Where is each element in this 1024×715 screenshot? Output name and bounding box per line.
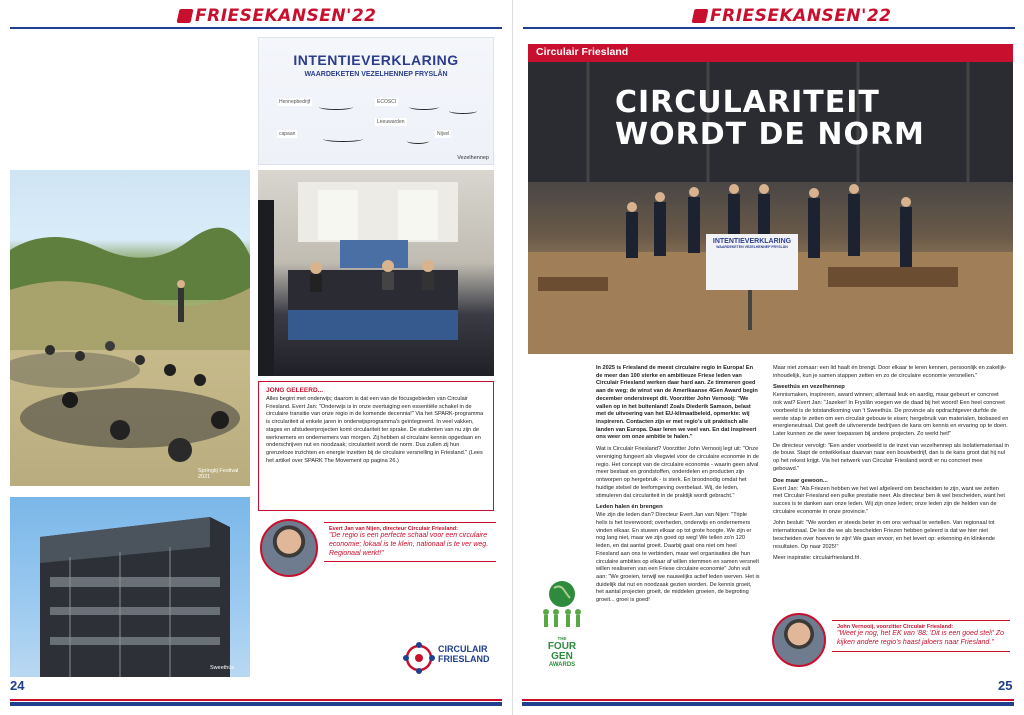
signature-mark bbox=[323, 136, 363, 142]
evert-jan-portrait bbox=[260, 519, 318, 577]
article-paragraph: Wat is Circulair Friesland? Voorzitter John Vernooij legt uit: "Onze vereniging fungeert als vliegwiel voor de circulaire economie in de regio. Het concept van de circulaire economie - waarin geen afval meer bestaat en grondstoffen, onderdelen en producten zijn ontworpen op hergebruik - is sterk. En broodnodig omdat het huidige stelsel de leefomgeving overbelast. Wij, de leden, stimuleren dat circulariteit in de praktijk wordt gebracht." bbox=[596, 446, 759, 499]
article-paragraph: John besluit: "We worden er steeds beter in om ons verhaal te vertellen. Van regionaal tot internationaal. De les die we als bescheiden Friezen hebben geleerd is dat we hier niet bescheiden over hoeven te zijn! We gaan ervoor, en het levert op: erkenning én klinkende resultaten. Op naar 2025!" bbox=[773, 520, 995, 550]
tv-studio-photo bbox=[258, 170, 494, 376]
quote-text: "De regio is een perfecte schaal voor een circulaire economie; lokaal is te klein, nationaal is te ver weg. Regionaal werkt!" bbox=[329, 532, 489, 557]
friesekansen-logo: FRIESEKANSEN'22 bbox=[693, 6, 892, 26]
article-paragraph: Kennismaken, inspireren, award winnen; allemaal leuk en aardig, maar gebeurt er concreet ook wat? Evert Jan: "Jazeker! In Fryslân voegen we de daad bij het woord! Een heel concreet voorbeeld is de totstandkoming van 't Sweethús. De provincie als opdrachtgever durfde de eerste stap te zetten om een circulair gebouw te eisen; hergebruik van materialen, biobased en energieneutraal. Dat geeft de uitvoerende bedrijven de kans om kennis en ervaring op te doen. Later kunnen ze die weer toepassen bij andere projecten. Zo werkt het!" bbox=[773, 392, 1009, 438]
jong-geleerd-box bbox=[258, 381, 494, 511]
dunes-illustration bbox=[10, 170, 250, 486]
signature-mark bbox=[449, 108, 477, 114]
box-title: JONG GELEERD... bbox=[266, 387, 324, 394]
footer-rule-red bbox=[10, 699, 502, 701]
partner-logo: ECOSCI bbox=[377, 99, 397, 105]
friesekansen-logo: FRIESEKANSEN'22 bbox=[178, 6, 377, 26]
quote-author: Evert Jan van Nijen, directeur Circulair Friesland: bbox=[329, 526, 458, 532]
logo-wedge-icon bbox=[177, 9, 194, 23]
subheading: Leden halen én brengen bbox=[596, 504, 663, 511]
photo-credit: Sweethús bbox=[210, 665, 235, 671]
signature-mark bbox=[319, 104, 353, 110]
photo-credit: Springtij Festival 2021 bbox=[198, 468, 239, 480]
quote-evert-jan bbox=[324, 522, 496, 562]
circulair-friesland-logo bbox=[402, 637, 502, 681]
intent-title: INTENTIEVERKLARING bbox=[293, 52, 459, 68]
partner-logo: Leeuwarden bbox=[377, 119, 405, 125]
footer-rule-blue bbox=[522, 702, 1014, 706]
quote-text: "Weet je nog, het EK van '88: 'Dit is een goed stel!' Zo kijken andere regio's haast jaloers naar Friesland." bbox=[837, 630, 1005, 646]
globe-people-icon bbox=[536, 578, 588, 632]
hall-board-subtitle: WAARDEKETEN VEZELHENNEP FRYSLÂN bbox=[716, 245, 788, 249]
building-illustration bbox=[10, 497, 250, 677]
hall-board bbox=[706, 238, 798, 249]
box-body: Alles begint met onderwijs; daarom is dat een van de focusgebieden van Circulair Friesland. Evert Jan: "Onderwijs is in onze overtuiging een essentiële schakel in de circulaire transitie van onze regio in de komende decennia!" Via het SPARK-programma is circulariteit al enkele jaren in onderwijsprogramma's geïntegreerd. In veel vakken, stages en afstudeerprojecten komt circulariteit ter sprake. De studenten van nu zijn de werknemers en ondernemers van morgen. Zij hebben al circulaire kennis opgedaan en onderschrijven nut en noodzaak; circulariteit wordt de norm. Dus zullen zij hun grenzeloze inzichten en energie inzetten bij de circulaire versnelling in Friesland." (Lees het artikel over SPARK The Movement op pagina 26.) bbox=[266, 396, 484, 464]
subheading: Doe maar gewoon... bbox=[773, 477, 828, 484]
photo-credit: Vezelhennep bbox=[457, 155, 489, 161]
cf-logo-text: CIRCULAIR FRIESLAND bbox=[438, 644, 490, 665]
signature-mark bbox=[409, 104, 439, 110]
footer-rule-blue bbox=[10, 702, 502, 706]
circular-dots-icon bbox=[402, 641, 436, 675]
signature-mark bbox=[407, 138, 429, 144]
logo-wedge-icon bbox=[692, 9, 709, 23]
award-text: THE FOUR GEN AWARDS bbox=[547, 636, 577, 668]
article-column-2 bbox=[773, 365, 1009, 567]
article-paragraph: Wie zijn die leden dan? Directeur Evert Jan van Nijen: "Triple helix is het toverwoord; overheden, onderwijs en ondernemers vinden elkaar. En stuwen elkaar op tot grote hoogte. We zijn er nog lang niet, maar we zijn goed op weg! We tellen zo'n 120 leden, en dat aantal groeit. Daarbij gaat ons niet om heel Friesland aan ons te verbinden, maar wel organisaties die hun circulaire ambities op elkaar af willen stemmen en samen versnelt willen realiseren van een Friese circulaire economie" John vult aan: "We groeien, terwijl we nauwelijks actief leden werven. Het is duidelijk dat nut en noodzaak gezien worden. De kennis groeit, het aantal projecten groeit, de middelen groeien, de begroting groeit... groei is goed! bbox=[596, 512, 760, 604]
john-vernooij-portrait bbox=[772, 613, 826, 667]
article-paragraph: De directeur vervolgt: "Een ander voorbeeld is de inzet van vezelhennep als isolatiemateriaal in de bouw. Stapt de ontwikkelaar daarvan naar een bouwbedrijf, dan is de kans groot dat hij nul op het rekest krijgt. Via het netwerk van Circulair Friesland wordt er nu concreet mee gebouwd." bbox=[773, 442, 1009, 472]
article-paragraph: Maar niet zomaar: een lid haalt én brengt. Door elkaar te leren kennen, persoonlijk en zakelijk-inhoudelijk, kun je samen stappen zetten en zo de circulaire economie versnellen." bbox=[773, 365, 1007, 379]
header-rule bbox=[523, 27, 1015, 29]
intent-declaration-photo bbox=[258, 37, 494, 165]
hall-board-title: INTENTIEVERKLARING bbox=[712, 238, 792, 245]
article-lead: In 2025 is Friesland de meest circulaire regio in Europa! En de meer dan 100 sterke en ambitieuze Friese leden van Circulair Friesland werken daar hard aan. Ze timmeren goed aan de weg; de winst van de Amerikaanse 4Gen Award begin december onderstreept dit. Voorzitter John Vernooij: "We vallen op in het buitenland! Zoals Diederik Samson, belast met de uitvoering van het EU-klimaatbeleid, opmerkte: wij inspireren. Contacten zijn er met regio's uit praktisch alle landen van Europa. Daar leren we veel van. En dat inspireert ons weer om onze ambitie te halen." bbox=[596, 365, 758, 441]
dunes-gathering-photo bbox=[10, 170, 250, 486]
sweethus-building-photo bbox=[10, 497, 250, 677]
section-label: Circulair Friesland bbox=[528, 44, 1013, 62]
partner-logo: Hennepbedrijf bbox=[279, 99, 311, 105]
quote-john-vernooij bbox=[832, 620, 1010, 652]
partner-logo: capaan bbox=[279, 131, 296, 137]
page-number: 25 bbox=[998, 678, 1013, 693]
article-headline: CIRCULARITEIT WORDT DE NORM bbox=[615, 85, 925, 152]
intent-subtitle: WAARDEKETEN VEZELHENNEP FRYSLÂN bbox=[304, 71, 448, 78]
studio-illustration bbox=[258, 170, 494, 376]
article-column-1 bbox=[596, 365, 760, 609]
subheading: Sweethús en vezelhennep bbox=[773, 384, 845, 391]
quote-author: John Vernooij, voorzitter Circulair Friesland: bbox=[837, 624, 954, 630]
four-gen-award-logo bbox=[536, 578, 588, 678]
article-paragraph: Evert Jan: "Als Friezen hebben we het wel afgeleerd om bescheiden te zijn, want we zetten met Circulair Friesland een pulke prestatie neer. Als directeur ben ik wel bescheiden, want het succes is te danken aan onze leden. Wij zijn onze leden; onze leden zijn de helden van de circulaire economie in onze provincie." bbox=[773, 485, 1005, 515]
footer-rule-red bbox=[522, 699, 1014, 701]
header-rule bbox=[10, 27, 502, 29]
partner-logo: Nijvel bbox=[437, 131, 450, 137]
page-number: 24 bbox=[10, 678, 25, 693]
article-paragraph: Meer inspiratie: circulairfriesland.frl. bbox=[773, 555, 861, 562]
